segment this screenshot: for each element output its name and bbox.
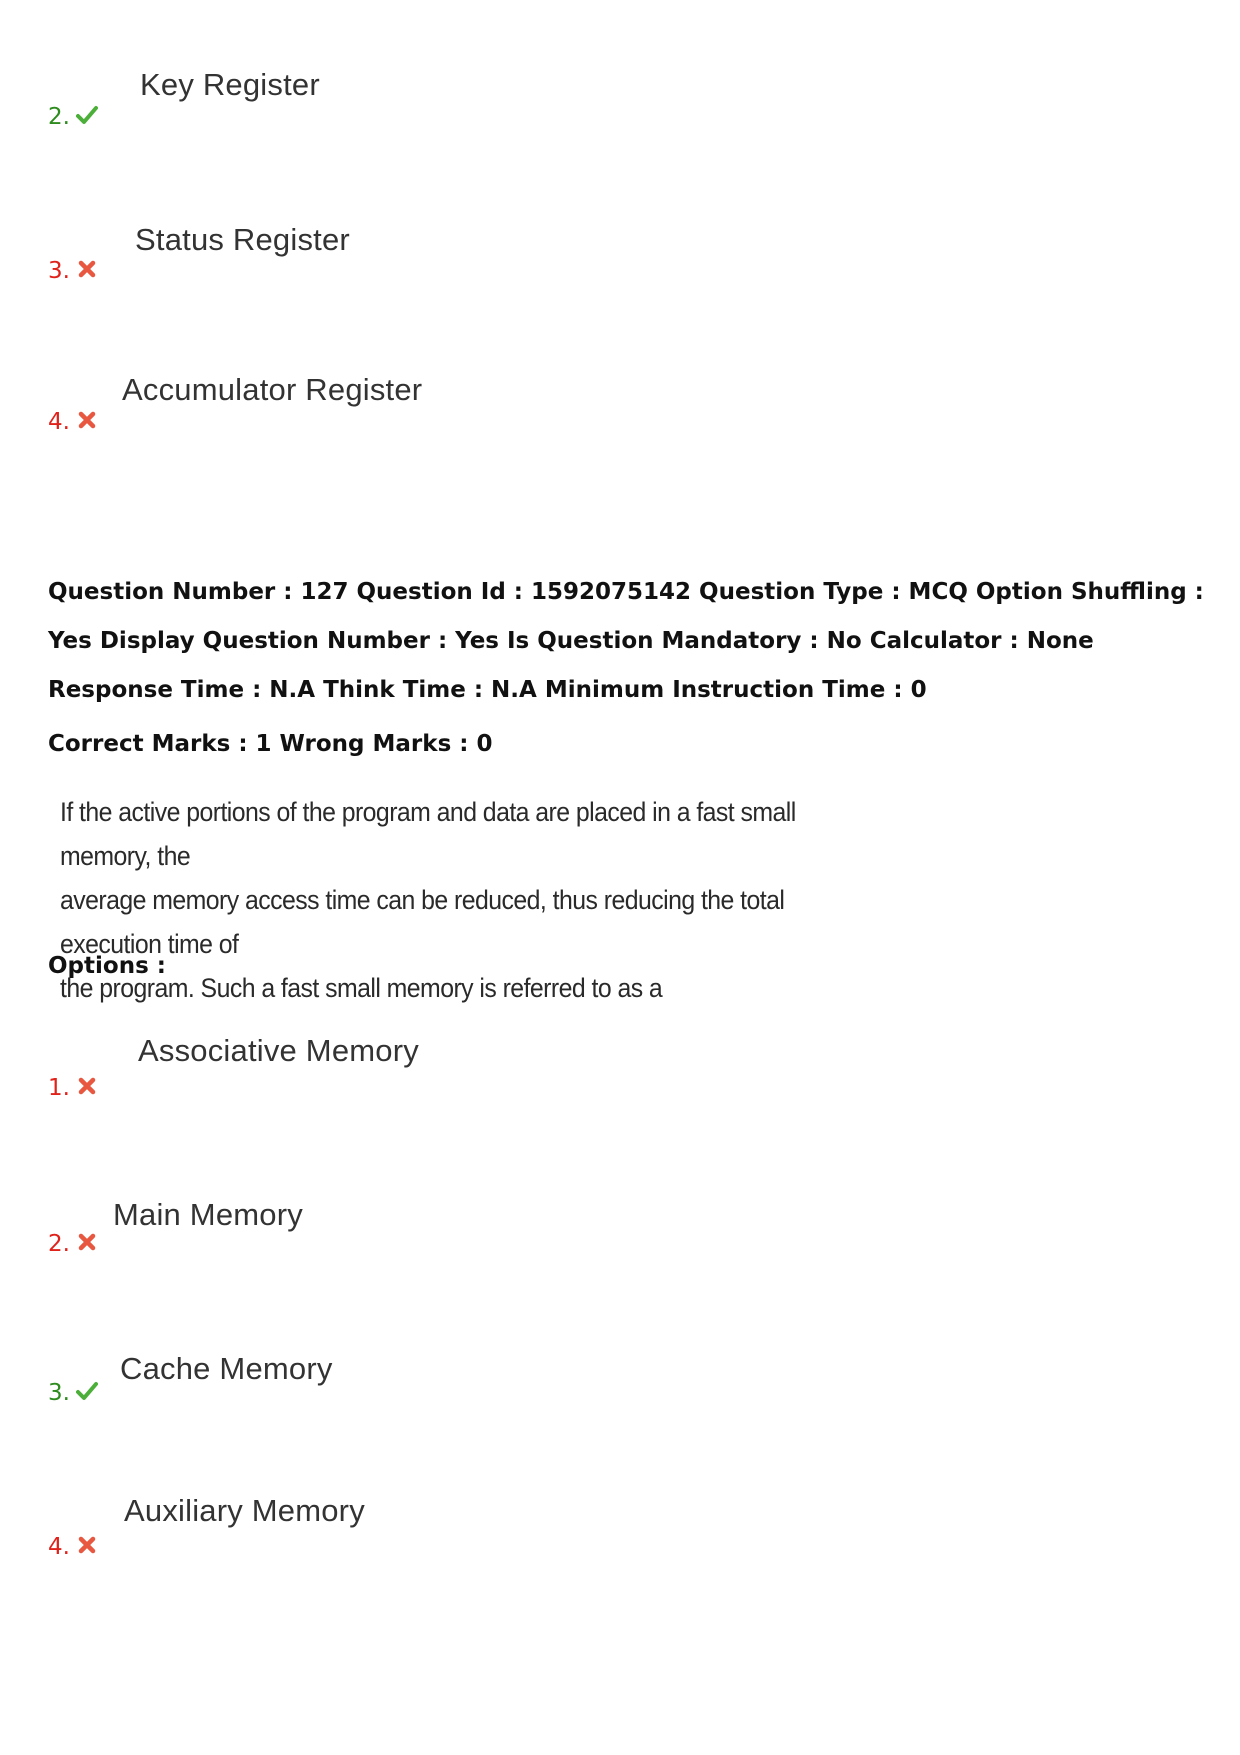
cross-icon (76, 1534, 98, 1556)
question-body-line: average memory access time can be reduced, thus reducing the total execution time of (60, 885, 785, 959)
check-icon (76, 1380, 98, 1402)
question-marks: Correct Marks : 1 Wrong Marks : 0 (48, 731, 493, 757)
option-4-number (48, 1534, 98, 1560)
prev-option-4-text: Accumulator Register (122, 372, 423, 407)
check-icon (76, 104, 98, 126)
option-3-text: Cache Memory (120, 1351, 333, 1386)
prev-option-2-number-text: 2. (48, 104, 70, 130)
cross-icon (76, 409, 98, 431)
option-1-number (48, 1075, 98, 1101)
prev-option-2-number (48, 104, 98, 130)
prev-option-3-number (48, 258, 98, 284)
option-2-text: Main Memory (113, 1197, 303, 1232)
question-body (60, 790, 870, 1010)
option-4-number-text: 4. (48, 1534, 70, 1560)
cross-icon (76, 1075, 98, 1097)
option-3-number (48, 1380, 98, 1406)
prev-option-2-text: Key Register (140, 67, 320, 102)
option-4-text: Auxiliary Memory (124, 1493, 365, 1528)
question-meta: Question Number : 127 Question Id : 1592075142 Question Type : MCQ Option Shuffling : Yes Display Question Number : Yes Is Question Mandatory : No Calculator : None Response Time : N.A Think Time : N.A Minimum Instruction Time : 0 (48, 579, 1204, 703)
option-3-number-text: 3. (48, 1380, 70, 1406)
option-1-text: Associative Memory (138, 1033, 419, 1068)
question-body-line: If the active portions of the program and data are placed in a fast small memory, the (60, 797, 796, 871)
prev-option-4-number (48, 409, 98, 435)
option-1-number-text: 1. (48, 1075, 70, 1101)
question-body-line: the program. Such a fast small memory is referred to as a (60, 973, 663, 1003)
prev-option-3-text: Status Register (135, 222, 350, 257)
option-2-number-text: 2. (48, 1231, 70, 1257)
prev-option-3-number-text: 3. (48, 258, 70, 284)
cross-icon (76, 1231, 98, 1253)
cross-icon (76, 258, 98, 280)
option-2-number (48, 1231, 98, 1257)
options-label: Options : (48, 953, 166, 979)
prev-option-4-number-text: 4. (48, 409, 70, 435)
